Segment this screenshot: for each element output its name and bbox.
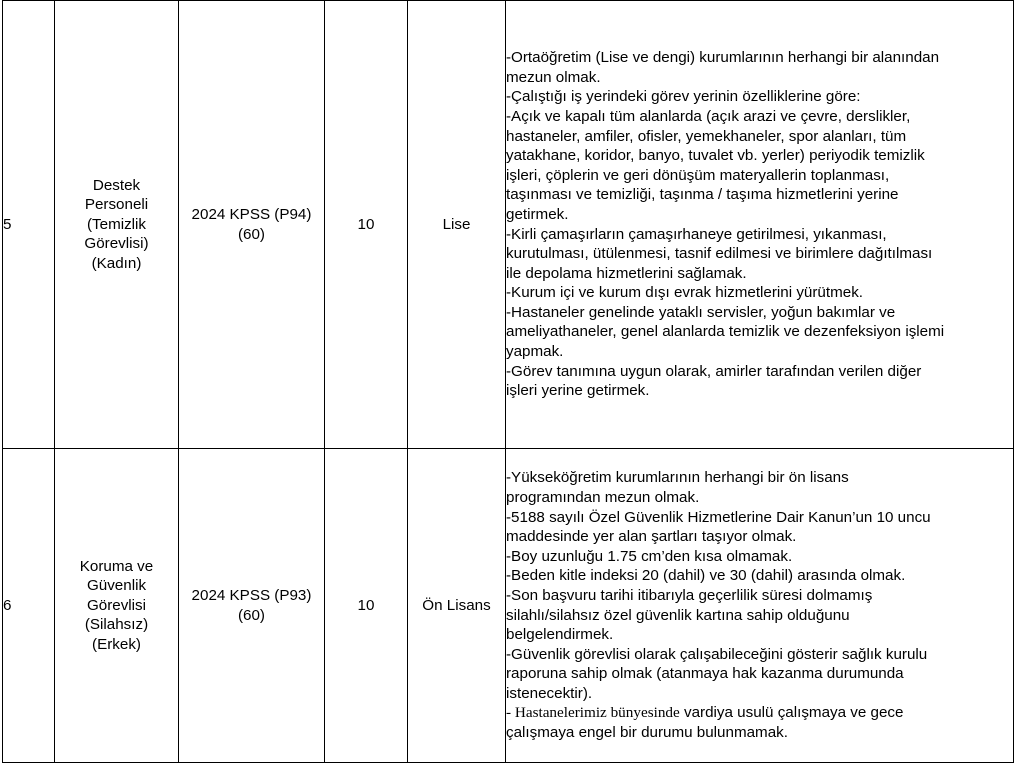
requirement-line: getirmek. [506,205,569,223]
requirement-line: istenecektir). [506,684,593,702]
position-title-cell [55,1,179,449]
position-title-line: Personeli [84,196,149,214]
requirement-line: belgelendirmek. [506,626,614,644]
exam-score-line: 2024 KPSS (P94) [191,205,312,223]
requirements-cell [506,449,1014,763]
position-title-line: Güvenlik [86,577,147,595]
quota-count-cell: 10 [325,1,408,449]
requirement-line: -Kurum içi ve kurum dışı evrak hizmetlerini yürütmek. [506,284,864,302]
requirement-line: -Kirli çamaşırların çamaşırhaneye getirilmesi, yıkanması, [506,225,887,243]
requirement-line: işleri, çöplerin ve geri dönüşüm materyallerin toplanması, [506,166,890,184]
position-title-line: Görevlisi) [84,235,149,253]
requirement-line: -Hastaneler genelinde yataklı servisler, yoğun bakımlar ve [506,303,896,321]
position-title-line: (Silahsız) [84,616,149,634]
position-title-cell [55,449,179,763]
requirement-line: -Beden kitle indeksi 20 (dahil) ve 30 (dahil) arasında olmak. [506,567,906,585]
exam-score-line: 2024 KPSS (P93) [191,586,312,604]
requirement-line: yapmak. [506,343,564,361]
requirement-line: -Güvenlik görevlisi olarak çalışabileceğini gösterir sağlık kurulu [506,645,928,663]
requirement-line: -5188 sayılı Özel Güvenlik Hizmetlerine Dair Kanun’un 10 uncu [506,508,931,526]
table-row [3,449,1014,763]
position-title-line: (Temizlik [86,215,147,233]
requirement-line: mezun olmak. [506,68,601,86]
exam-score-cell [179,1,325,449]
exam-score-line: (60) [237,225,265,243]
education-level-cell: Lise [408,1,506,449]
quota-count-cell: 10 [325,449,408,763]
exam-score-line: (60) [237,606,265,624]
requirement-line: -Boy uzunluğu 1.75 cm’den kısa olmamak. [506,547,793,565]
position-title-line: (Erkek) [92,635,141,653]
position-title-line: Destek [92,176,141,194]
table-row [3,1,1014,449]
requirement-line: ameliyathaneler, genel alanlarda temizlik ve dezenfeksiyon işlemi [506,323,945,341]
page-right-margin [1016,0,1024,769]
exam-score-cell [179,449,325,763]
requirement-line: ile depolama hizmetlerini sağlamak. [506,264,747,282]
position-title-line: Görevlisi [86,596,147,614]
requirement-line: raporuna sahip olmak (atanmaya hak kazanma durumunda [506,665,904,683]
position-title-line: Koruma ve [79,557,154,575]
requirement-line: işleri yerine getirmek. [506,382,650,400]
requirement-line: taşınması ve temizliği, taşınma / taşıma hizmetlerini yerine [506,186,899,204]
requirement-line: silahlı/silahsız özel güvenlik kartına sahip olduğunu [506,606,850,624]
requirement-line: kurutulması, ütülenmesi, tasnif edilmesi ve birimlere dağıtılması [506,245,933,263]
requirement-line: hastaneler, amfiler, ofisler, yemekhaneler, spor alanları, tüm [506,127,907,145]
position-title-line: (Kadın) [91,254,142,272]
requirement-sans-segment: vardiya usulü çalışmaya ve gece [679,704,904,722]
requirement-line: -Ortaöğretim (Lise ve dengi) kurumlarının herhangi bir alanından [506,49,940,67]
requirement-line: -Yükseköğretim kurumlarının herhangi bir ön lisans [506,469,849,487]
requirement-line: -Son başvuru tarihi itibarıyla geçerlilik süresi dolmamış [506,586,873,604]
requirement-line: -Çalıştığı iş yerindeki görev yerinin özelliklerine göre: [506,88,861,106]
requirement-line: maddesinde yer alan şartları taşıyor olmak. [506,528,797,546]
job-positions-table [2,0,1014,763]
requirement-line: yatakhane, koridor, banyo, tuvalet vb. yerler) periyodik temizlik [506,147,925,165]
requirement-line-mixed [506,703,1013,723]
education-level-cell: Ön Lisans [408,449,506,763]
position-number-cell: 6 [3,449,55,763]
requirement-line: çalışmaya engel bir durumu bulunmamak. [506,724,788,742]
position-number-cell: 5 [3,1,55,449]
requirement-line: -Açık ve kapalı tüm alanlarda (açık arazi ve çevre, derslikler, [506,107,911,125]
requirements-cell [506,1,1014,449]
requirement-serif-segment: - Hastanelerimiz bünyesinde [506,704,680,722]
requirement-line: programından mezun olmak. [506,488,700,506]
requirement-line: -Görev tanımına uygun olarak, amirler tarafından verilen diğer [506,362,922,380]
